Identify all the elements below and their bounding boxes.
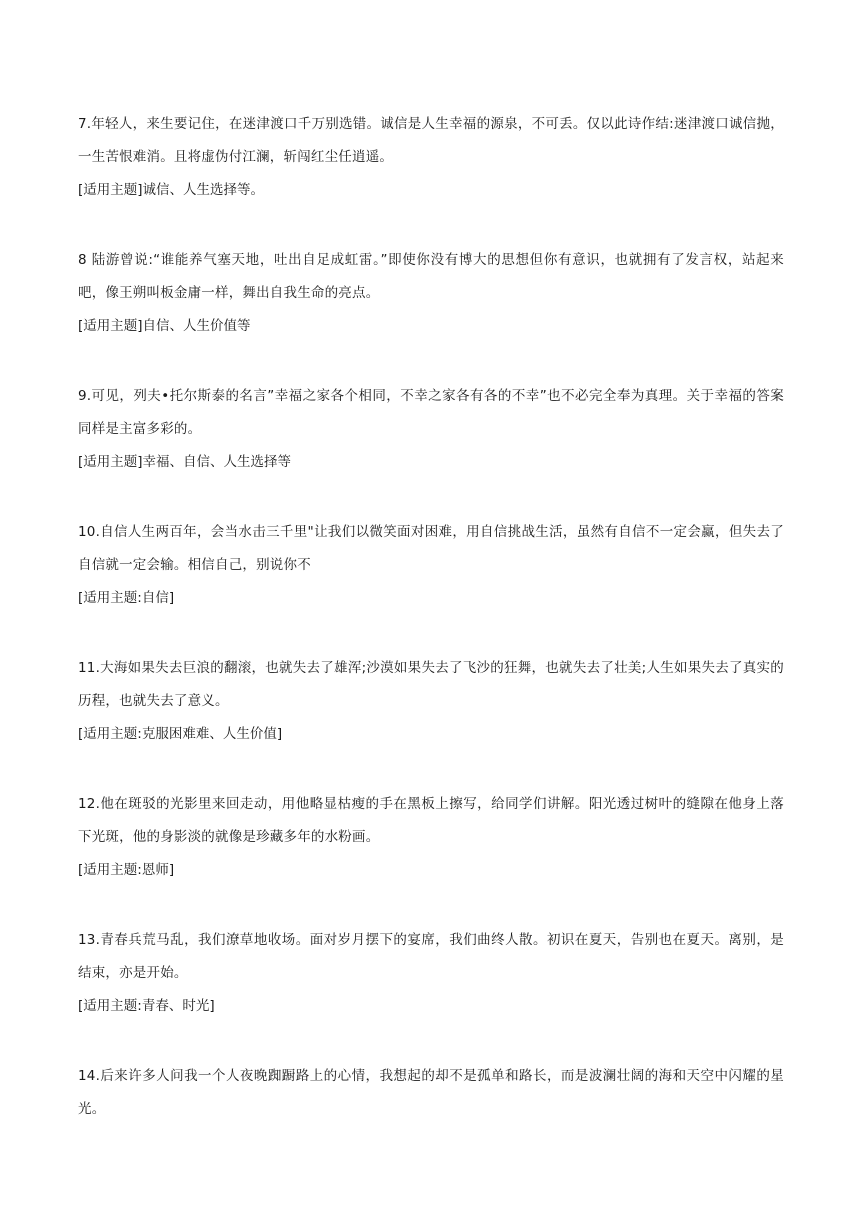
entry-text: 11.大海如果失去巨浪的翻滚，也就失去了雄浑;沙漠如果失去了飞沙的狂舞，也就失去了壮美;人生如果失去了真实的历程，也就失去了意义。 [78, 660, 784, 709]
entry-theme: [适用主题:克服困难难、人生价值] [78, 726, 283, 742]
entry-text: 8 陆游曾说:“谁能养气塞天地，吐出自足成虹雷。”即使你没有博大的思想但你有意识，也就拥有了发言权，站起来吧，像王朔叫板金庸一样，舞出自我生命的亮点。 [78, 252, 784, 301]
entry-text: 14.后来许多人问我一个人夜晚踟蹰路上的心情，我想起的却不是孤单和路长，而是波澜壮阔的海和天空中闪耀的星光。 [78, 1068, 784, 1117]
entry-12 [78, 788, 784, 887]
entry-text: 12.他在斑驳的光影里来回走动，用他略显枯瘦的手在黑板上擦写，给同学们讲解。阳光透过树叶的缝隙在他身上落下光斑，他的身影淡的就像是珍藏多年的水粉画。 [78, 796, 784, 845]
entry-10 [78, 516, 784, 615]
entry-theme: [适用主题:恩师] [78, 862, 175, 878]
entry-8 [78, 244, 784, 343]
entry-7 [78, 108, 784, 207]
entry-text: 13.青春兵荒马乱，我们潦草地收场。面对岁月摆下的宴席，我们曲终人散。初识在夏天，告别也在夏天。离别，是结束，亦是开始。 [78, 932, 784, 981]
entry-text: 7.年轻人，来生要记住，在迷津渡口千万别选错。诚信是人生幸福的源泉，不可丢。仅以此诗作结:迷津渡口诚信抛，一生苦恨难消。且将虚伪付江澜，斩闯红尘任逍遥。 [78, 116, 784, 165]
entry-13 [78, 924, 784, 1023]
document-body [78, 108, 784, 1163]
entry-9 [78, 380, 784, 479]
entry-theme: [适用主题]诚信、人生选择等。 [78, 182, 265, 198]
entry-theme: [适用主题]幸福、自信、人生选择等 [78, 454, 292, 470]
entry-text: 10.自信人生两百年，会当水击三千里"让我们以微笑面对困难，用自信挑战生活，虽然有自信不一定会赢，但失去了自信就一定会输。相信自己，别说你不 [78, 524, 784, 573]
entry-14 [78, 1060, 784, 1126]
entry-11 [78, 652, 784, 751]
entry-theme: [适用主题]自信、人生价值等 [78, 318, 251, 334]
entry-theme: [适用主题:自信] [78, 590, 175, 606]
entry-text: 9.可见，列夫•托尔斯泰的名言”幸福之家各个相同，不幸之家各有各的不幸”也不必完全奉为真理。关于幸福的答案同样是主富多彩的。 [78, 388, 784, 437]
entry-theme: [适用主题:青春、时光] [78, 998, 215, 1014]
